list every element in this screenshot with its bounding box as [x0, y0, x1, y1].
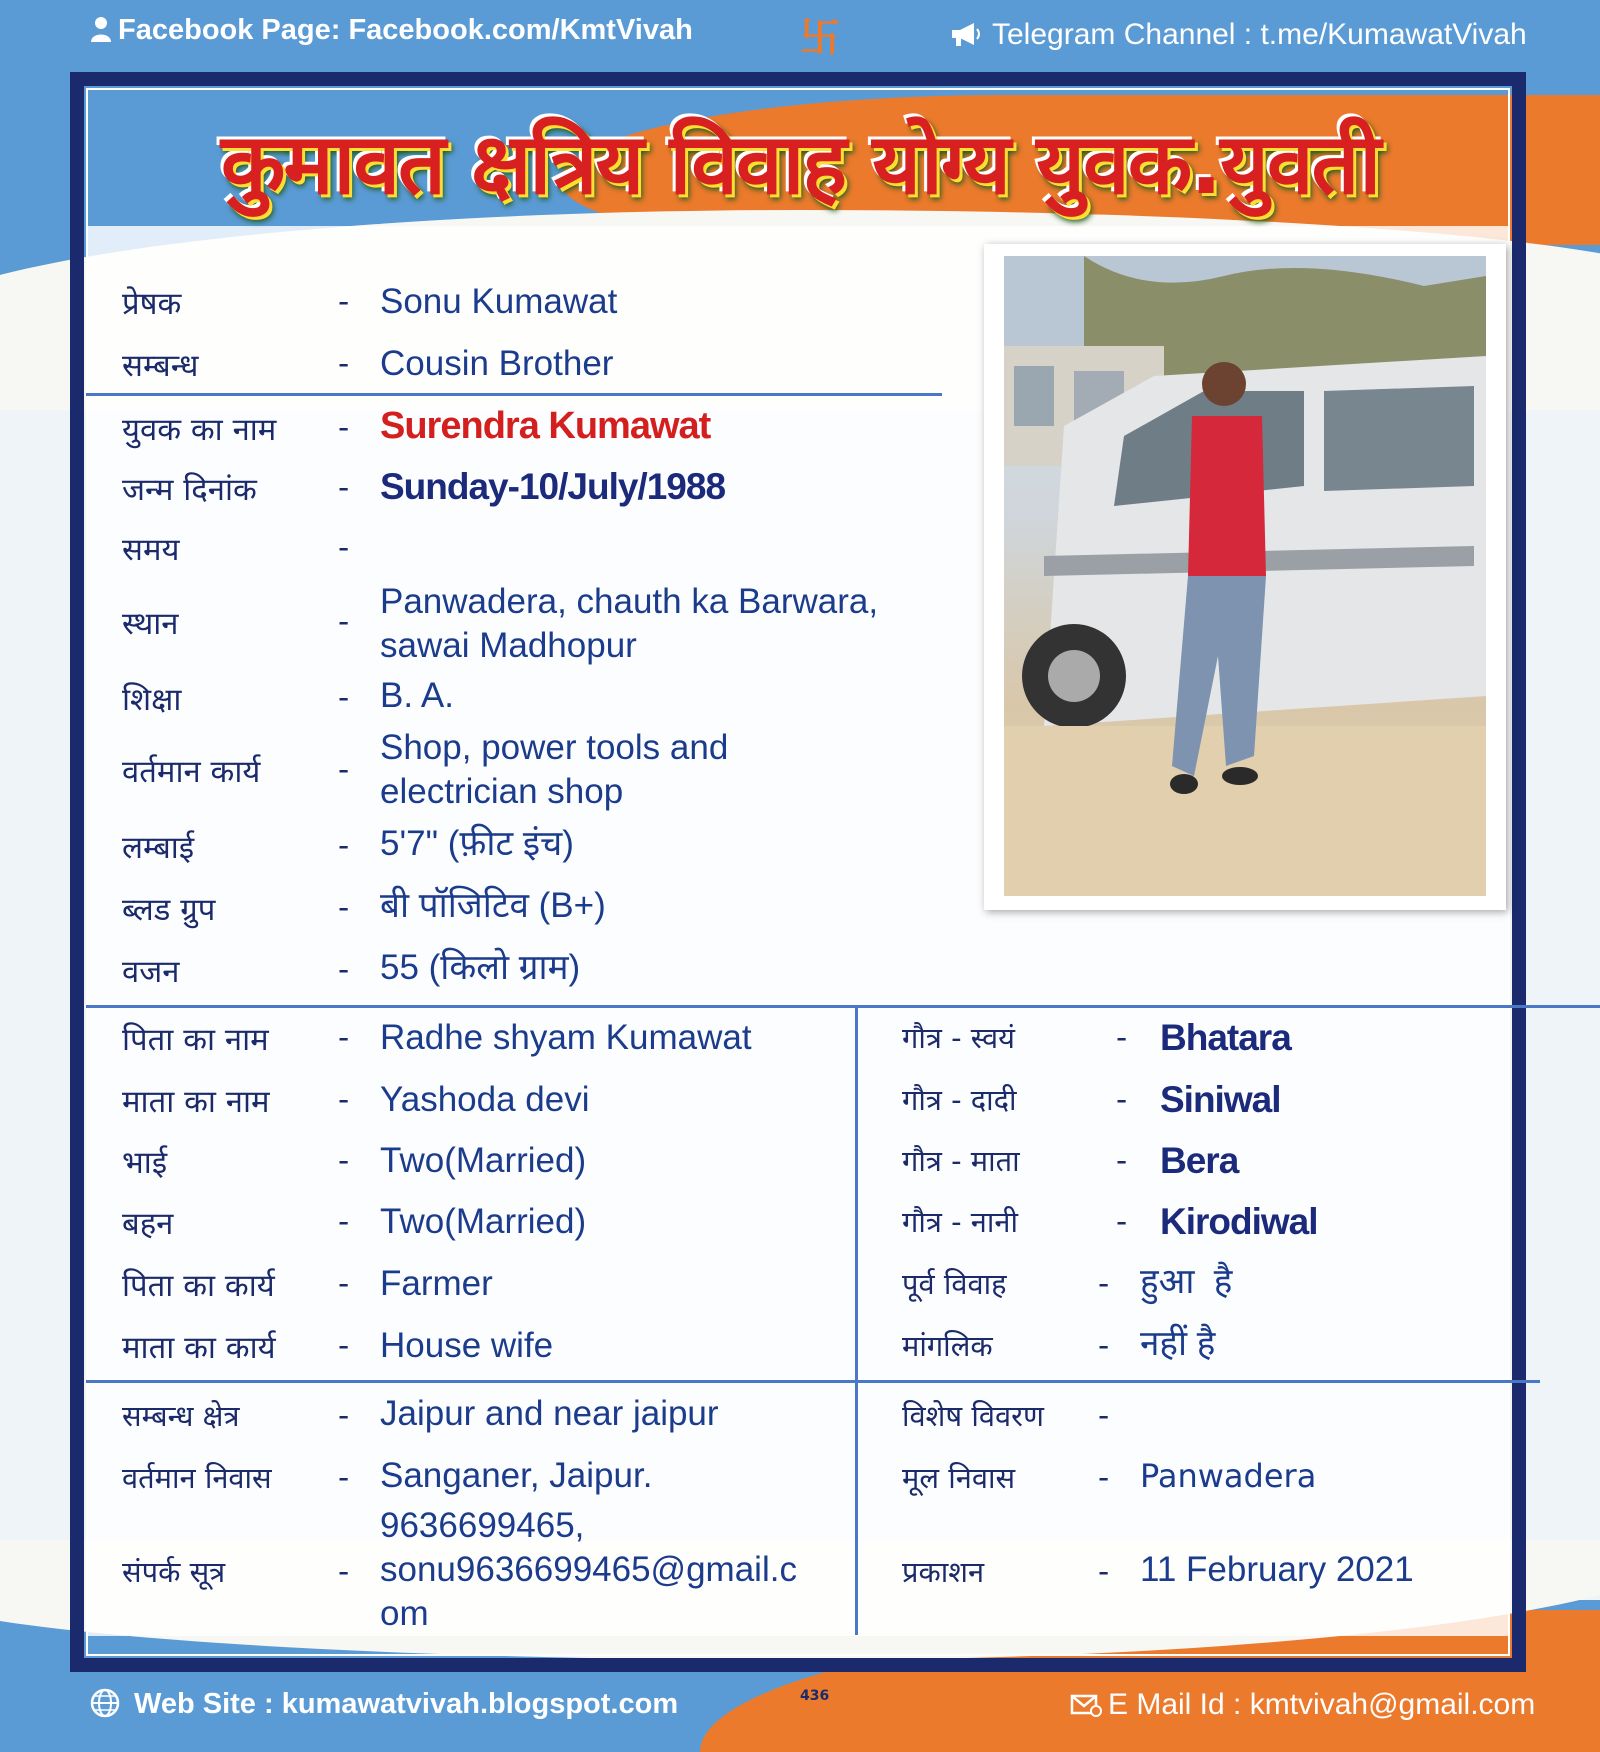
contact-email-line1: sonu9636699465@gmail.c — [380, 1550, 797, 1589]
email-text: E Mail Id : kmtvivah@gmail.com — [1108, 1688, 1536, 1721]
telegram-text: Telegram Channel : t.me/KumawatVivah — [992, 18, 1527, 51]
swastika-icon: 卐 — [800, 15, 840, 61]
region-label: सम्बन्ध क्षेत्र — [122, 1399, 240, 1433]
dash: - — [338, 284, 350, 320]
published-value: 11 February 2021 — [1140, 1550, 1414, 1589]
blood-label: ब्लड ग्रुप — [122, 892, 216, 928]
weight-value: 55 (किलो ग्राम) — [380, 948, 581, 987]
dash: - — [338, 530, 350, 566]
divider — [86, 1380, 1540, 1383]
sister-value: Two(Married) — [380, 1202, 587, 1241]
dash: - — [338, 1266, 350, 1302]
mother-work-value: House wife — [380, 1326, 554, 1365]
dash: - — [338, 1082, 350, 1118]
time-label: समय — [122, 532, 180, 568]
sender-value: Sonu Kumawat — [380, 282, 618, 321]
website-text: Web Site : kumawatvivah.blogspot.com — [134, 1688, 679, 1720]
divider — [86, 393, 942, 396]
father-name-label: पिता का नाम — [122, 1022, 269, 1058]
dash: - — [1116, 1204, 1128, 1240]
work-label: वर्तमान कार्य — [122, 754, 261, 790]
telegram-link[interactable] — [950, 18, 1527, 52]
contact-label: संपर्क सूत्र — [122, 1555, 226, 1589]
gotra-mother-label: गौत्र - माता — [902, 1144, 1020, 1178]
native-place-value: Panwadera — [1140, 1457, 1317, 1495]
place-line2: sawai Madhopur — [380, 626, 637, 665]
facebook-text: Facebook Page: Facebook.com/KmtVivah — [118, 14, 693, 46]
candidate-name: Surendra Kumawat — [380, 405, 711, 447]
gotra-mother-value: Bera — [1160, 1140, 1239, 1181]
megaphone-icon — [950, 21, 982, 47]
mail-icon — [1070, 1691, 1102, 1715]
dash: - — [338, 952, 350, 988]
education-value: B. A. — [380, 676, 454, 715]
mother-name-label: माता का नाम — [122, 1084, 270, 1120]
column-divider — [855, 1005, 858, 1635]
father-name-value: Radhe shyam Kumawat — [380, 1018, 752, 1057]
dash: - — [338, 1328, 350, 1364]
sister-label: बहन — [122, 1206, 174, 1242]
name-label: युवक का नाम — [122, 412, 277, 448]
published-label: प्रकाशन — [902, 1555, 985, 1589]
region-value: Jaipur and near jaipur — [380, 1394, 719, 1433]
dash: - — [338, 828, 350, 864]
gotra-grandmother-value: Siniwal — [1160, 1079, 1281, 1120]
mother-name-value: Yashoda devi — [380, 1080, 590, 1119]
blood-value: बी पॉजिटिव (B+) — [380, 886, 606, 925]
mother-work-label: माता का कार्य — [122, 1330, 276, 1366]
dash: - — [338, 1143, 350, 1179]
sender-label: प्रेषक — [122, 286, 182, 322]
manglik-label: मांगलिक — [902, 1329, 993, 1363]
dash: - — [1098, 1460, 1110, 1496]
email-link[interactable] — [1070, 1688, 1535, 1722]
dash: - — [1098, 1328, 1110, 1364]
dash: - — [1116, 1020, 1128, 1056]
page-number: 436 — [800, 1688, 830, 1704]
place-line1: Panwadera, chauth ka Barwara, — [380, 582, 879, 621]
previous-marriage-label: पूर्व विवाह — [902, 1267, 1007, 1301]
place-label: स्थान — [122, 606, 179, 642]
dash: - — [338, 752, 350, 788]
special-details-label: विशेष विवरण — [902, 1399, 1044, 1433]
gotra-self-value: Bhatara — [1160, 1017, 1291, 1058]
dash: - — [338, 410, 350, 446]
dob-label: जन्म दिनांक — [122, 472, 257, 508]
facebook-link[interactable] — [90, 14, 693, 47]
relation-label: सम्बन्ध — [122, 348, 199, 384]
residence-label: वर्तमान निवास — [122, 1461, 272, 1495]
dash: - — [338, 680, 350, 716]
dash: - — [338, 1020, 350, 1056]
weight-label: वजन — [122, 954, 180, 990]
work-line1: Shop, power tools and — [380, 728, 729, 767]
height-label: लम्बाई — [122, 830, 195, 866]
work-line2: electrician shop — [380, 772, 624, 811]
gotra-maternal-grandmother-label: गौत्र - नानी — [902, 1205, 1018, 1239]
manglik-value: नहीं है — [1140, 1324, 1216, 1363]
person-icon — [90, 16, 112, 42]
contact-phone: 9636699465, — [380, 1506, 585, 1545]
dash: - — [338, 470, 350, 506]
dash: - — [1116, 1143, 1128, 1179]
dash: - — [338, 1554, 350, 1590]
native-place-label: मूल निवास — [902, 1461, 1016, 1495]
website-link[interactable] — [90, 1688, 678, 1721]
dash: - — [338, 346, 350, 382]
dob-value: Sunday-10/July/1988 — [380, 466, 726, 507]
previous-marriage-value: हुआ है — [1140, 1262, 1233, 1301]
dash: - — [338, 1204, 350, 1240]
gotra-maternal-grandmother-value: Kirodiwal — [1160, 1201, 1318, 1242]
gotra-grandmother-label: गौत्र - दादी — [902, 1083, 1017, 1117]
father-work-label: पिता का कार्य — [122, 1268, 275, 1304]
gotra-self-label: गौत्र - स्वयं — [902, 1021, 1015, 1055]
brother-label: भाई — [122, 1145, 168, 1181]
contact-email-line2: om — [380, 1594, 429, 1633]
dash: - — [338, 604, 350, 640]
dash: - — [1116, 1082, 1128, 1118]
page-title: कुमावत क्षत्रिय विवाह योग्य युवक.युवती — [220, 115, 1380, 213]
dash: - — [1098, 1554, 1110, 1590]
residence-value: Sanganer, Jaipur. — [380, 1456, 653, 1495]
father-work-value: Farmer — [380, 1264, 493, 1303]
dash: - — [1098, 1266, 1110, 1302]
dash: - — [338, 1460, 350, 1496]
height-value: 5'7" (फ़ीट इंच) — [380, 824, 574, 863]
divider — [86, 1005, 1600, 1008]
brother-value: Two(Married) — [380, 1141, 587, 1180]
relation-value: Cousin Brother — [380, 344, 614, 383]
candidate-photo — [1004, 256, 1486, 896]
education-label: शिक्षा — [122, 682, 182, 718]
dash: - — [338, 1398, 350, 1434]
dash: - — [1098, 1398, 1110, 1434]
globe-icon — [90, 1688, 120, 1718]
dash: - — [338, 890, 350, 926]
